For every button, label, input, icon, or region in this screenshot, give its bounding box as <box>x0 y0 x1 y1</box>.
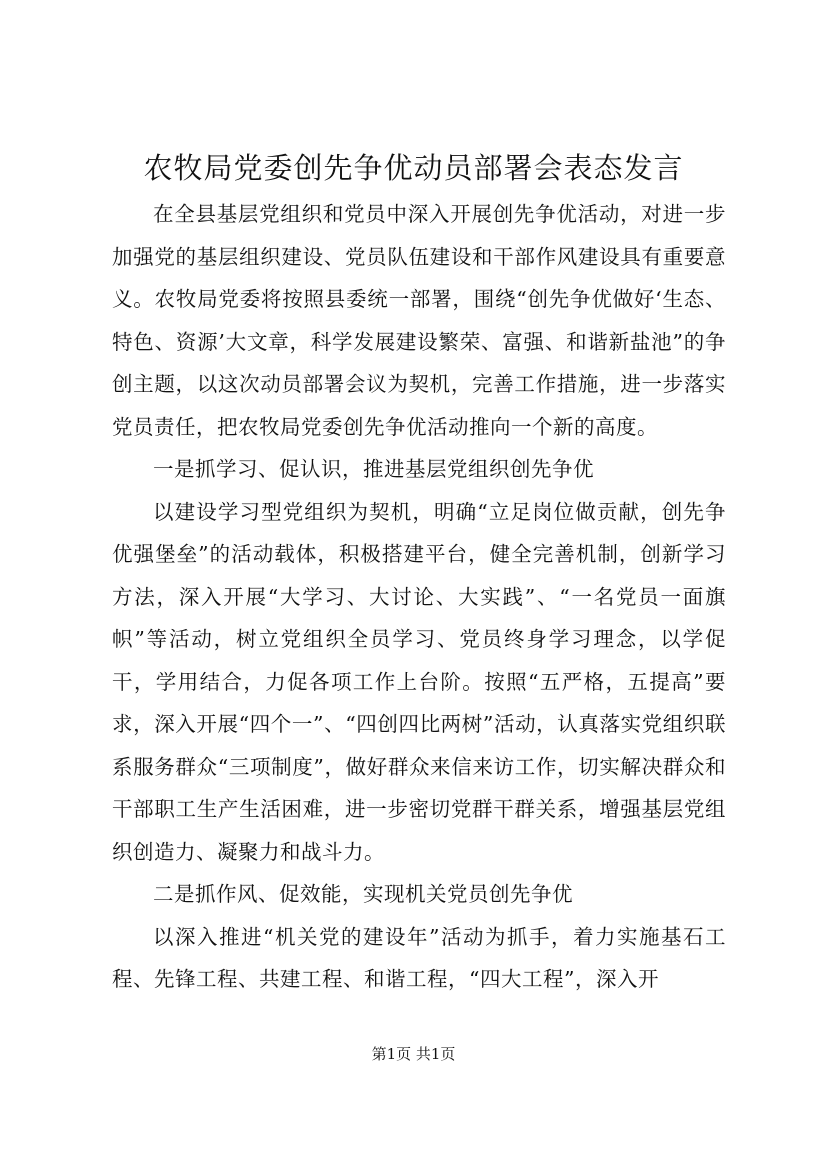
section-heading-2: 二是抓作风、促效能，实现机关党员创先争优 <box>153 882 573 906</box>
page-number-footer: 第1页 共1页 <box>371 1045 456 1063</box>
paragraph-section-2: 以深入推进“机关党的建设年”活动为抓手，着力实施基石工程、先锋工程、共建工程、和谐工程，“四大工程”，深入开 <box>112 924 726 991</box>
paragraph-section-1: 以建设学习型党组织为契机，明确“立足岗位做贡献，创先争优强堡垒”的活动载体，积极搭建平台，健全完善机制，创新学习方法，深入开展“大学习、大讨论、大实践”、“一名党员一面旗帜”等活动，树立党组织全员学习、党员终身学习理念，以学促干，学用结合，力促各项工作上台阶。按照“五严格，五提高”要求，深入开展“四个一”、“四创四比两树”活动，认真落实党组织联系服务群众“三项制度”，做好群众来信来访工作，切实解决群众和干部职工生产生活困难，进一步密切党群干群关系，增强基层党组织创造力、凝聚力和战斗力。 <box>112 499 726 864</box>
document-title: 农牧局党委创先争优动员部署会表态发言 <box>143 151 684 185</box>
section-heading-1: 一是抓学习、促认识，推进基层党组织创先争优 <box>153 457 594 481</box>
paragraph-intro: 在全县基层党组织和党员中深入开展创先争优活动，对进一步加强党的基层组织建设、党员队伍建设和干部作风建设具有重要意义。农牧局党委将按照县委统一部署，围绕“创先争优做好‘生态、特色、资源’大文章，科学发展建设繁荣、富强、和谐新盐池”的争创主题，以这次动员部署会议为契机，完善工作措施，进一步落实党员责任，把农牧局党委创先争优活动推向一个新的高度。 <box>112 202 726 439</box>
document-body <box>112 193 726 1001</box>
